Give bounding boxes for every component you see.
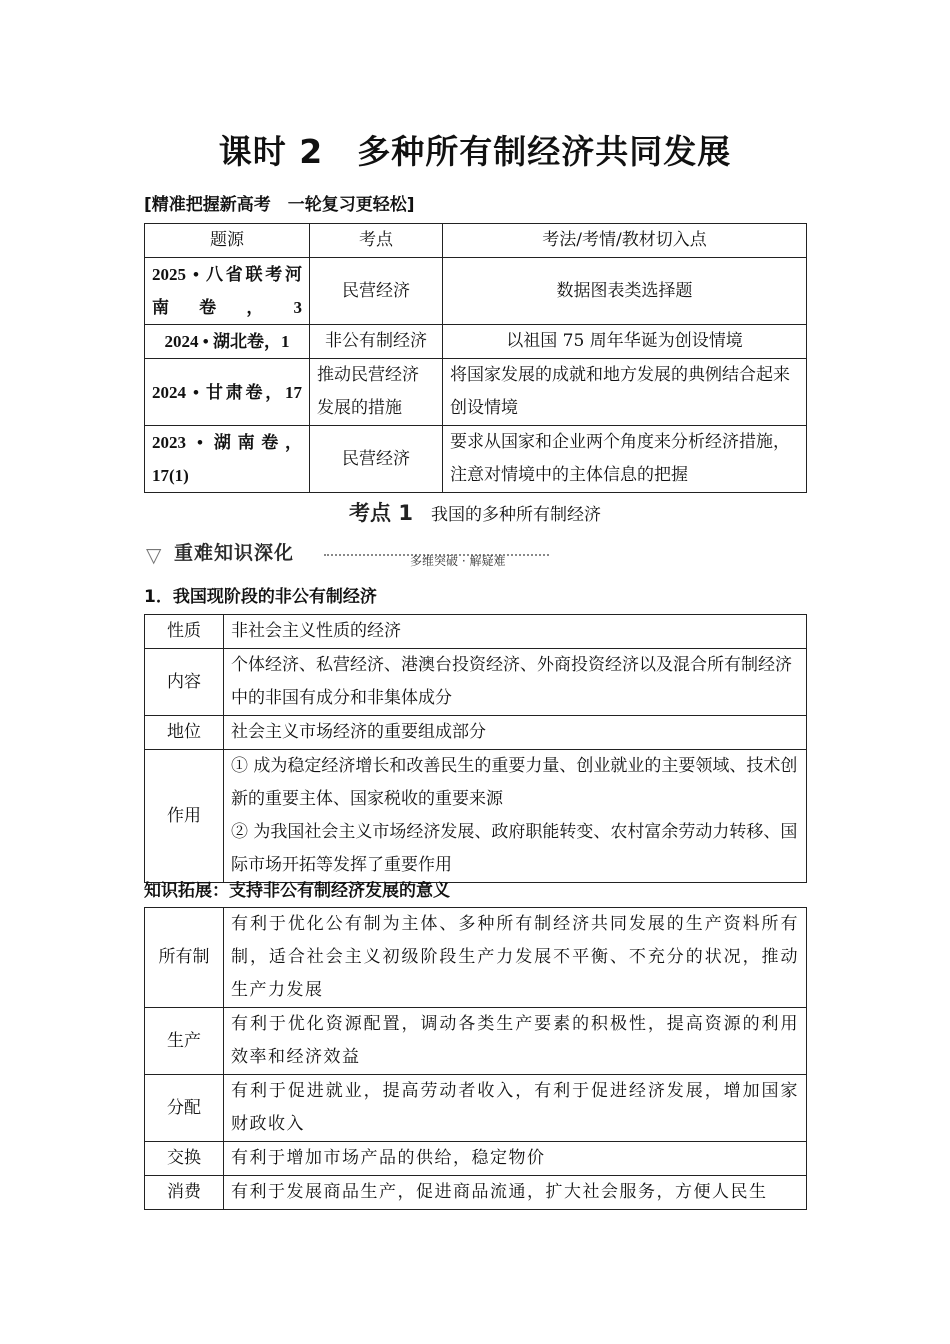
section1-heading: 1．我国现阶段的非公有制经济: [144, 587, 377, 607]
row-key: 地位: [145, 716, 224, 750]
row-value: 有利于增加市场产品的供给，稳定物价: [224, 1142, 807, 1176]
banner-subtitle: 多维突破 · 解疑难: [410, 554, 506, 568]
banner-title: 重难知识深化: [174, 542, 295, 564]
source-table: [144, 223, 807, 493]
row-value: [224, 750, 807, 883]
table-row: [145, 649, 807, 716]
nonpublic-economy-table: [144, 614, 807, 883]
table-row: [145, 1075, 807, 1142]
table-header-row: [145, 224, 807, 258]
method-cell: 要求从国家和企业两个角度来分析经济措施，注意对情境中的主体信息的把握: [443, 426, 807, 493]
point-cell: 民营经济: [310, 426, 443, 493]
table-row: [145, 716, 807, 750]
point-cell: 非公有制经济: [310, 325, 443, 359]
method-cell: 以祖国 75 周年华诞为创设情境: [443, 325, 807, 359]
row-value: 非社会主义性质的经济: [224, 615, 807, 649]
subtitle: [精准把握新高考 一轮复习更轻松]: [144, 195, 415, 215]
table-row: [145, 750, 807, 883]
table-row: [145, 325, 807, 359]
table-row: [145, 258, 807, 325]
row-value: 有利于促进就业，提高劳动者收入，有利于促进经济发展，增加国家财政收入: [224, 1075, 807, 1142]
method-cell: 数据图表类选择题: [443, 258, 807, 325]
method-cell: 将国家发展的成就和地方发展的典例结合起来创设情境: [443, 359, 807, 426]
source-cell: 2025 • 八省联考河南卷，3: [145, 258, 310, 325]
role-point-1: ① 成为稳定经济增长和改善民生的重要力量、创业就业的主要领域、技术创新的重要主体、国家税收的重要来源: [231, 756, 798, 809]
row-key: 交换: [145, 1142, 224, 1176]
source-cell: 2024 • 湖北卷，1: [145, 325, 310, 359]
significance-table: [144, 907, 807, 1210]
table-row: [145, 615, 807, 649]
source-cell: 2024 • 甘肃卷，17: [145, 359, 310, 426]
source-cell: 2023 • 湖南卷，17(1): [145, 426, 310, 493]
kaodian-label: 考点 1: [349, 501, 413, 525]
point-cell: 推动民营经济发展的措施: [310, 359, 443, 426]
header-point: 考点: [310, 224, 443, 258]
triangle-icon: ▽: [146, 543, 162, 567]
row-value: 有利于发展商品生产，促进商品流通，扩大社会服务，方便人民生: [224, 1176, 807, 1210]
table-row: [145, 1142, 807, 1176]
row-value: 社会主义市场经济的重要组成部分: [224, 716, 807, 750]
kaodian-title: 我国的多种所有制经济: [430, 505, 601, 525]
table-row: [145, 1008, 807, 1075]
section-banner: [144, 536, 544, 572]
kaodian-heading: [0, 497, 950, 527]
row-value: 有利于优化资源配置，调动各类生产要素的积极性，提高资源的利用效率和经济效益: [224, 1008, 807, 1075]
table-row: [145, 1176, 807, 1210]
header-source: 题源: [145, 224, 310, 258]
row-key: 所有制: [145, 908, 224, 1008]
role-point-2: ② 为我国社会主义市场经济发展、政府职能转变、农村富余劳动力转移、国际市场开拓等发挥了重要作用: [231, 822, 798, 875]
table-row: [145, 426, 807, 493]
table-row: [145, 359, 807, 426]
section2-heading: 知识拓展：支持非公有制经济发展的意义: [144, 881, 450, 901]
row-key: 作用: [145, 750, 224, 883]
row-key: 消费: [145, 1176, 224, 1210]
table-row: [145, 908, 807, 1008]
page-title: 课时 2 多种所有制经济共同发展: [218, 132, 732, 171]
row-key: 生产: [145, 1008, 224, 1075]
row-key: 分配: [145, 1075, 224, 1142]
row-key: 内容: [145, 649, 224, 716]
header-method: 考法/考情/教材切入点: [443, 224, 807, 258]
point-cell: 民营经济: [310, 258, 443, 325]
row-value: 个体经济、私营经济、港澳台投资经济、外商投资经济以及混合所有制经济中的非国有成分和非集体成分: [224, 649, 807, 716]
row-value: 有利于优化公有制为主体、多种所有制经济共同发展的生产资料所有制，适合社会主义初级阶段生产力发展不平衡、不充分的状况，推动生产力发展: [224, 908, 807, 1008]
row-key: 性质: [145, 615, 224, 649]
